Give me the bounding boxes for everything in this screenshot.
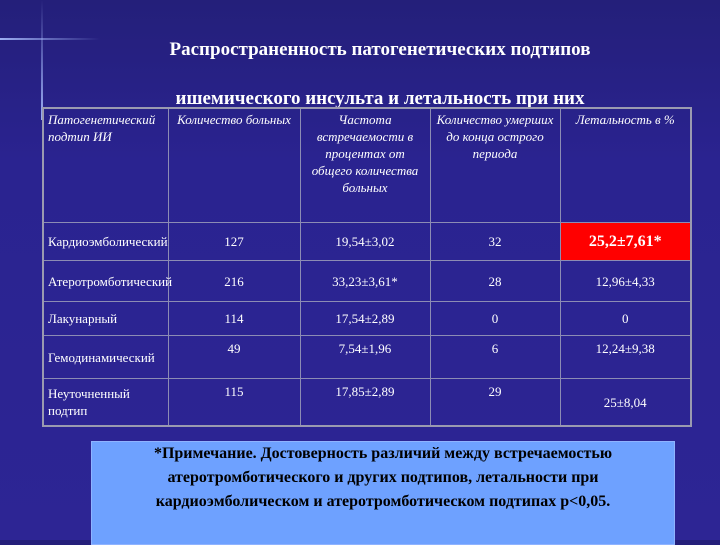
header-frequency: Частота встречаемости в процентах от общего количества больных [300,108,430,223]
row-mortality: 12,24±9,38 [560,336,691,379]
row-subtype: Кардиоэмболический [43,223,168,261]
row-subtype: Атеротромботический [43,261,168,302]
slide-title-line-1: Распространенность патогенетических подтипов [169,39,591,60]
row-patient-count: 115 [168,379,300,427]
row-patient-count: 114 [168,302,300,336]
table-row [43,261,691,302]
row-mortality: 25±8,04 [560,379,691,427]
header-mortality: Летальность в % [560,108,691,223]
table-row [43,302,691,336]
row-mortality: 0 [560,302,691,336]
row-deaths: 32 [430,223,560,261]
row-frequency: 17,54±2,89 [300,302,430,336]
table-row [43,223,691,261]
row-frequency: 33,23±3,61* [300,261,430,302]
table-header-row [43,108,691,223]
row-patient-count: 127 [168,223,300,261]
table-row [43,379,691,427]
row-patient-count: 216 [168,261,300,302]
decorative-vertical-line [41,0,43,120]
row-deaths: 6 [430,336,560,379]
header-subtype: Патогенетический подтип ИИ [43,108,168,223]
row-subtype: Неуточненный подтип [43,379,168,427]
header-deaths: Количество умерших до конца острого периода [430,108,560,223]
footnote-box: *Примечание. Достоверность различий между встречаемостью атеротромботического и других подтипов, летальности при кардиоэмболическом и атеротромботическом подтипах p<0,05. [91,441,675,545]
subtypes-table [42,107,692,427]
row-frequency: 19,54±3,02 [300,223,430,261]
row-frequency: 7,54±1,96 [300,336,430,379]
row-deaths: 28 [430,261,560,302]
table-row [43,336,691,379]
header-patient-count: Количество больных [168,108,300,223]
slide-title-line-2: ишемического инсульта и летальность при них [175,88,585,109]
row-frequency: 17,85±2,89 [300,379,430,427]
row-mortality: 12,96±4,33 [560,261,691,302]
row-mortality-highlighted: 25,2±7,61* [560,223,691,261]
row-deaths: 29 [430,379,560,427]
row-patient-count: 49 [168,336,300,379]
row-subtype: Лакунарный [43,302,168,336]
row-deaths: 0 [430,302,560,336]
row-subtype: Гемодинамический [43,336,168,379]
